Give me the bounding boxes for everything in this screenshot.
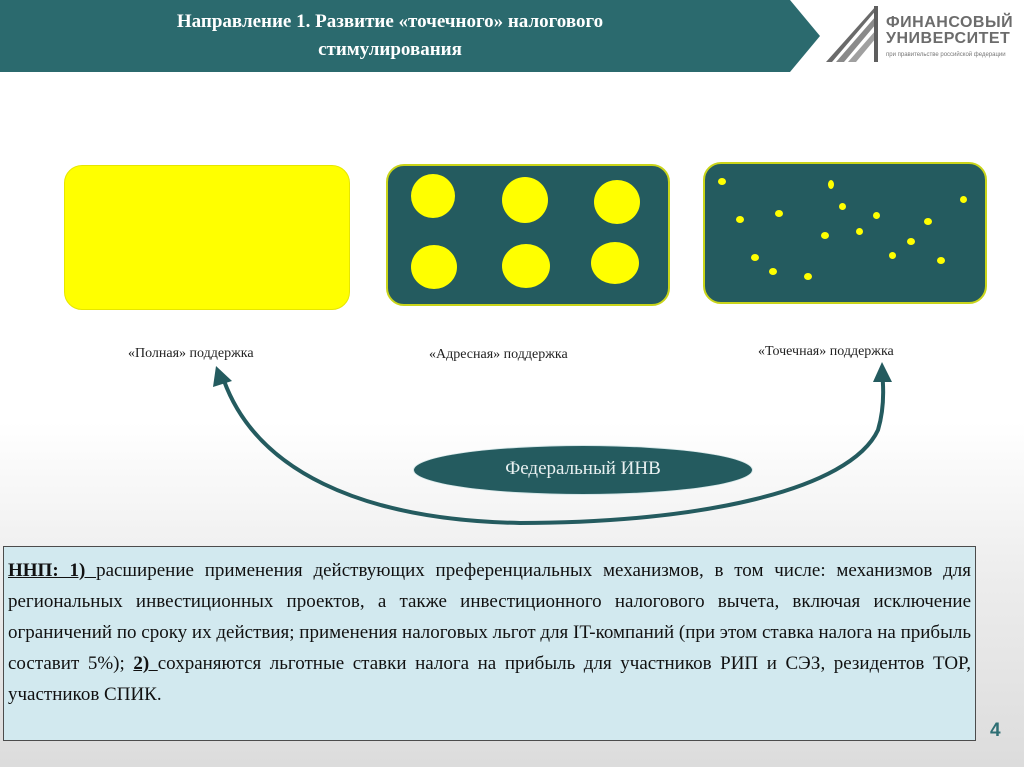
point-1-text: расширение применения действующих преференциальных механизмов, в том числе: механизмов для региональных инвестиционных проектов, а также инвестиционного налогового вычета, включая исключение ограничений по сроку их действия; применения налоговых льгот для IT-компаний (при этом ставка налога на прибыль составит 5%); (8, 560, 972, 674)
arrow-head-right-icon (873, 362, 892, 382)
nnp-lead: ННП: 1) (8, 560, 97, 581)
arrow-head-left-icon (213, 366, 232, 387)
label-address-support: «Адресная» поддержка (429, 347, 568, 362)
point-2-lead: 2) (133, 653, 158, 674)
description-textbox (3, 546, 976, 741)
federal-inv-ellipse: Федеральный ИНВ (413, 445, 753, 495)
logo-subtitle: при правительстве российской федерации (886, 52, 1006, 58)
page-number: 4 (990, 720, 1001, 741)
title-line-1: Направление 1. Развитие «точечного» налогового (176, 11, 604, 32)
label-full-support: «Полная» поддержка (128, 346, 254, 361)
point-2-text: сохраняются льготные ставки налога на прибыль для участников РИП и СЭЗ, резидентов ТОР, участников СПИК. (8, 653, 971, 705)
logo-line-2: УНИВЕРСИТЕТ (886, 30, 1011, 47)
title-line-2: стимулирования (318, 39, 462, 60)
logo-line-1: ФИНАНСОВЫЙ (886, 14, 1014, 31)
label-point-support: «Точечная» поддержка (758, 344, 894, 359)
